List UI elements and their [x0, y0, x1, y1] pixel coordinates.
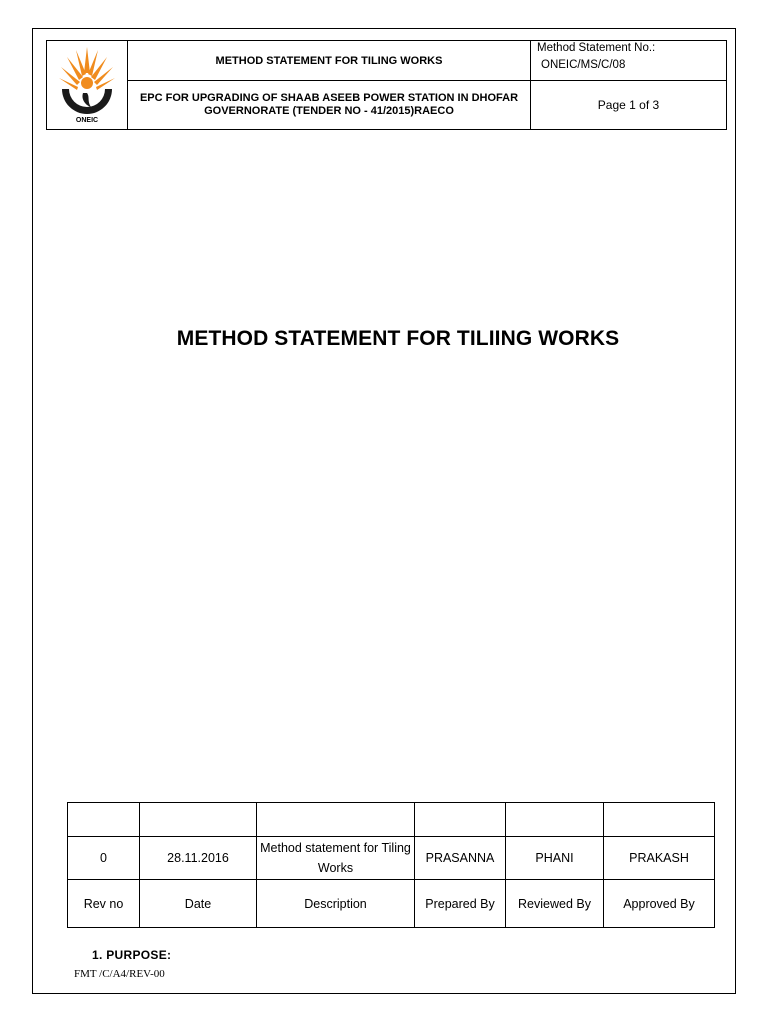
- description-value: Method statement for Tiling Works: [257, 837, 415, 880]
- header-table: [46, 40, 727, 130]
- approved-by-header: Approved By: [604, 880, 715, 928]
- method-statement-number-cell: [531, 41, 727, 81]
- table-cell: [415, 803, 506, 837]
- description-header: Description: [257, 880, 415, 928]
- sunburst-logo-icon: [57, 43, 117, 117]
- rev-no-header: Rev no: [68, 880, 140, 928]
- section-heading: 1. PURPOSE:: [92, 948, 172, 962]
- table-cell: [506, 803, 604, 837]
- reviewed-by-value: PHANI: [506, 837, 604, 880]
- table-row: [68, 837, 715, 880]
- company-logo: [47, 41, 127, 129]
- footer-code: FMT /C/A4/REV-00: [74, 968, 165, 980]
- date-value: 28.11.2016: [140, 837, 257, 880]
- prepared-by-header: Prepared By: [415, 880, 506, 928]
- header-title: METHOD STATEMENT FOR TILING WORKS: [128, 41, 531, 81]
- rev-no-value: 0: [68, 837, 140, 880]
- reviewed-by-header: Reviewed By: [506, 880, 604, 928]
- page-number: Page 1 of 3: [531, 81, 727, 130]
- prepared-by-value: PRASANNA: [415, 837, 506, 880]
- table-cell: [68, 803, 140, 837]
- table-cell: [604, 803, 715, 837]
- ms-number-label: Method Statement No.:: [537, 42, 656, 54]
- date-header: Date: [140, 880, 257, 928]
- logo-text: ONEIC: [75, 117, 99, 124]
- document-title: METHOD STATEMENT FOR TILIING WORKS: [176, 327, 620, 350]
- table-cell: [257, 803, 415, 837]
- project-title: EPC FOR UPGRADING OF SHAAB ASEEB POWER STATION IN DHOFAR GOVERNORATE (TENDER NO - 41/2015)RAECO: [128, 81, 531, 130]
- revision-table: [67, 802, 715, 928]
- logo-cell: [47, 41, 128, 130]
- table-header-row: [68, 880, 715, 928]
- table-row-blank: [68, 803, 715, 837]
- approved-by-value: PRAKASH: [604, 837, 715, 880]
- ms-number-value: ONEIC/MS/C/08: [541, 59, 626, 71]
- table-cell: [140, 803, 257, 837]
